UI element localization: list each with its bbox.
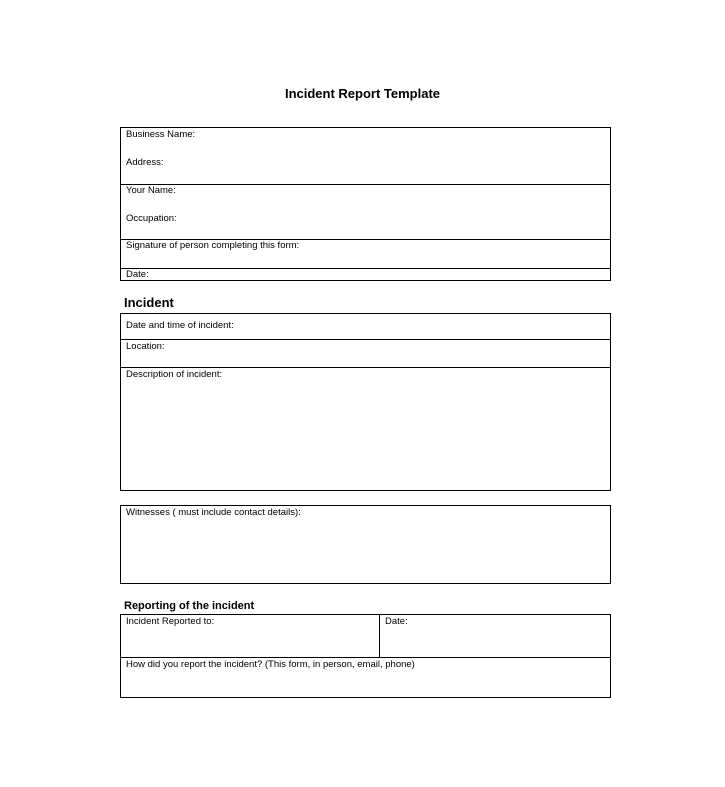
description-label: Description of incident: [126,369,223,380]
address-label: Address: [126,157,164,168]
location-row[interactable] [121,339,610,367]
date-time-label: Date and time of incident: [126,320,234,331]
reported-to-cell[interactable] [121,615,379,657]
business-name-label: Business Name: [126,129,196,140]
reported-to-row [121,615,610,657]
witnesses-section[interactable] [120,505,611,584]
report-date-label: Date: [385,616,408,627]
date-label: Date: [126,269,149,280]
incident-heading: Incident [124,295,174,310]
signature-row[interactable] [121,239,610,268]
date-row[interactable] [121,268,610,281]
location-label: Location: [126,341,165,352]
details-section [120,127,611,281]
reported-to-label: Incident Reported to: [126,616,215,627]
page-title: Incident Report Template [284,86,441,101]
report-method-row[interactable] [121,657,610,697]
reporting-section [120,614,611,698]
witnesses-label: Witnesses ( must include contact details): [126,507,301,518]
date-time-row[interactable] [121,314,610,339]
person-row[interactable] [121,184,610,239]
business-row[interactable] [121,128,610,184]
occupation-label: Occupation: [126,213,177,224]
your-name-label: Your Name: [126,185,176,196]
reporting-heading: Reporting of the incident [124,600,255,612]
description-row[interactable] [121,367,610,490]
report-method-label: How did you report the incident? (This form, in person, email, phone) [126,659,415,670]
incident-section [120,313,611,491]
report-date-cell[interactable] [380,615,610,657]
signature-label: Signature of person completing this form: [126,240,300,251]
